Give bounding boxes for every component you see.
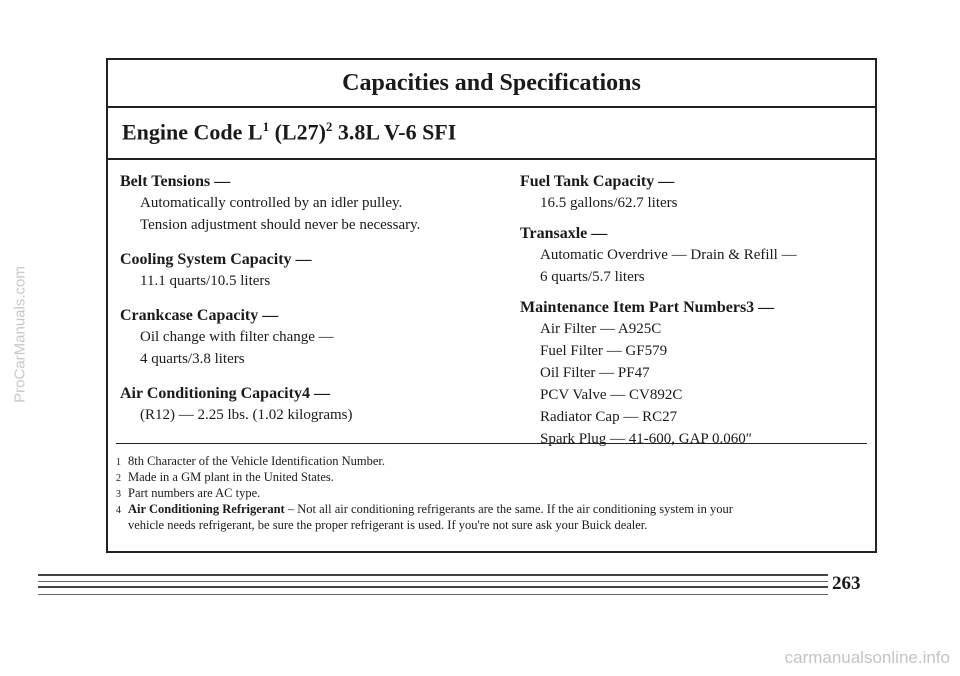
engine-code-footnote-ref-1: 1: [262, 119, 270, 134]
footnote: [116, 470, 868, 486]
spec-line: Automatically controlled by an idler pulley.: [140, 195, 403, 211]
page-rule: [38, 581, 828, 582]
spec-crankcase: [120, 306, 510, 370]
page-rule: [38, 574, 828, 576]
footnote-number: 1: [116, 457, 121, 468]
spec-line: Air Filter — A925C: [540, 321, 662, 337]
spec-air-conditioning: [120, 384, 510, 426]
footnotes: [116, 454, 868, 532]
spec-line: Radiator Cap — RC27: [540, 409, 678, 425]
spec-line: Spark Plug — 41-600, GAP 0.060″: [540, 431, 752, 447]
spec-transaxle: [520, 224, 870, 288]
spec-belt-tensions: [120, 172, 510, 236]
title-row: [108, 60, 875, 108]
watermark-left: ProCarManuals.com: [11, 266, 29, 403]
spec-line: Tension adjustment should never be necessary.: [140, 217, 421, 233]
engine-code-suffix: 3.8L V-6 SFI: [332, 119, 457, 145]
page-rule: [38, 586, 828, 588]
spec-line: 16.5 gallons/62.7 liters: [540, 195, 678, 211]
spec-heading: Cooling System Capacity —: [120, 251, 312, 268]
footnote-number: 4: [116, 505, 121, 516]
engine-code-rpo: (L27): [269, 119, 326, 145]
spec-fuel-tank: [520, 172, 870, 214]
engine-code-heading: [122, 119, 456, 145]
watermark-bottom: carmanualsonline.info: [784, 648, 950, 667]
spec-line: 11.1 quarts/10.5 liters: [140, 273, 271, 289]
specifications-table: [106, 58, 877, 553]
spec-heading: Crankcase Capacity —: [120, 307, 279, 324]
spec-line: 4 quarts/3.8 liters: [140, 351, 245, 367]
spec-line: 6 quarts/5.7 liters: [540, 269, 645, 285]
spec-line: (R12) — 2.25 lbs. (1.02 kilograms): [140, 407, 353, 423]
engine-row: [108, 108, 875, 160]
footnote-text: 8th Character of the Vehicle Identification Number.: [128, 454, 385, 468]
footnote-number: 3: [116, 489, 121, 500]
spec-heading: Maintenance Item Part Numbers3 —: [520, 299, 775, 316]
page-title: Capacities and Specifications: [342, 70, 641, 96]
spec-heading: Air Conditioning Capacity4 —: [120, 385, 330, 402]
spec-line: Oil change with filter change —: [140, 329, 334, 345]
footnote-text: – Not all air conditioning refrigerants are the same. If the air conditioning system in your: [284, 502, 733, 516]
spec-maintenance-parts: [520, 298, 870, 450]
right-spec-column: [520, 172, 870, 450]
page-number: 263: [832, 573, 861, 594]
footnote-number: 2: [116, 473, 121, 484]
footnote: [116, 454, 868, 470]
footnote-continuation: vehicle needs refrigerant, be sure the proper refrigerant is used. If you're not sure ask your Buick dealer.: [128, 518, 648, 532]
footnote-bold-term: Air Conditioning Refrigerant: [128, 502, 285, 516]
footnote-text: Made in a GM plant in the United States.: [128, 470, 334, 484]
footnote-text: Part numbers are AC type.: [128, 486, 261, 500]
footnote: [116, 502, 868, 518]
spec-heading: Transaxle —: [520, 225, 608, 242]
footnote-divider: [116, 443, 867, 444]
left-spec-column: [120, 172, 510, 426]
footnote: [116, 486, 868, 502]
spec-heading: Fuel Tank Capacity —: [520, 173, 675, 190]
spec-line: Oil Filter — PF47: [540, 365, 650, 381]
spec-line: Fuel Filter — GF579: [540, 343, 668, 359]
spec-heading: Belt Tensions —: [120, 173, 231, 190]
engine-code-footnote-ref-2: 2: [325, 119, 333, 134]
spec-line: PCV Valve — CV892C: [540, 387, 683, 403]
spec-cooling-system: [120, 250, 510, 292]
page-rule: [38, 594, 828, 595]
spec-line: Automatic Overdrive — Drain & Refill —: [540, 247, 797, 263]
engine-code-prefix: Engine Code L: [122, 119, 263, 145]
